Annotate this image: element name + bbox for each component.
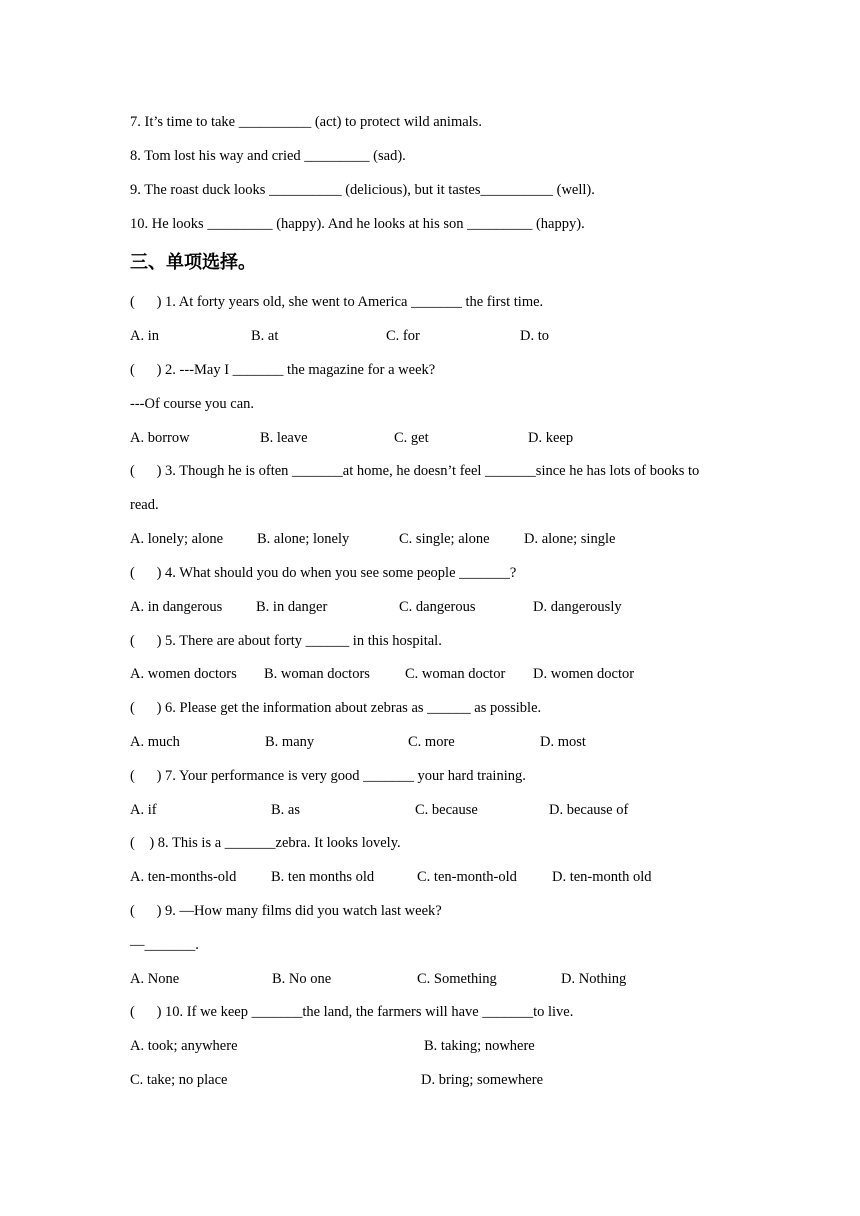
question-6-option-c: C. more (408, 734, 455, 750)
question-1-stem: ( ) 1. At forty years old, she went to America _______ the first time. (130, 294, 544, 310)
question-3-option-d: D. alone; single (524, 531, 616, 547)
question-8-option-d: D. ten-month old (552, 869, 652, 885)
fill-in-item-9: 9. The roast duck looks __________ (delicious), but it tastes__________ (well). (130, 182, 595, 198)
question-2-option-a: A. borrow (130, 430, 190, 446)
question-3-option-b: B. alone; lonely (257, 531, 350, 547)
fill-in-item-8: 8. Tom lost his way and cried _________ (sad). (130, 148, 406, 164)
question-2-stem-cont: ---Of course you can. (130, 396, 255, 412)
question-2-stem: ( ) 2. ---May I _______ the magazine for a week? (130, 362, 436, 378)
question-10-stem: ( ) 10. If we keep _______the land, the farmers will have _______to live. (130, 1004, 574, 1020)
question-4-option-a: A. in dangerous (130, 599, 223, 615)
question-2-option-c: C. get (394, 430, 429, 446)
question-1-option-c: C. for (386, 328, 420, 344)
question-7-stem: ( ) 7. Your performance is very good _______ your hard training. (130, 768, 526, 784)
question-7-option-b: B. as (271, 802, 300, 818)
question-2-option-b: B. leave (260, 430, 308, 446)
section-title: 三、单项选择。 (130, 252, 256, 273)
question-6-option-b: B. many (265, 734, 315, 750)
question-9-option-a: A. None (130, 971, 180, 987)
question-8-option-b: B. ten months old (271, 869, 375, 885)
question-8-option-a: A. ten-months-old (130, 869, 237, 885)
question-5-option-d: D. women doctor (533, 666, 635, 682)
question-1-option-d: D. to (520, 328, 549, 344)
question-1-option-a: A. in (130, 328, 159, 344)
question-10-option-a: A. took; anywhere (130, 1038, 238, 1054)
question-4-option-d: D. dangerously (533, 599, 622, 615)
question-7-option-d: D. because of (549, 802, 629, 818)
question-9-option-d: D. Nothing (561, 971, 627, 987)
question-4-stem: ( ) 4. What should you do when you see some people _______? (130, 565, 517, 581)
question-4-option-b: B. in danger (256, 599, 328, 615)
question-6-option-a: A. much (130, 734, 180, 750)
question-7-option-c: C. because (415, 802, 478, 818)
fill-in-item-7: 7. It’s time to take __________ (act) to protect wild animals. (130, 114, 482, 130)
question-3-stem-cont: read. (130, 497, 159, 513)
question-9-stem-cont: —_______. (130, 937, 199, 953)
question-3-stem: ( ) 3. Though he is often _______at home, he doesn’t feel _______since he has lots of books to (130, 463, 700, 479)
question-10-option-c: C. take; no place (130, 1072, 228, 1088)
question-8-option-c: C. ten-month-old (417, 869, 517, 885)
question-9-option-b: B. No one (272, 971, 332, 987)
question-3-option-c: C. single; alone (399, 531, 490, 547)
question-6-option-d: D. most (540, 734, 586, 750)
question-10-option-b: B. taking; nowhere (424, 1038, 535, 1054)
question-5-option-b: B. woman doctors (264, 666, 370, 682)
question-6-stem: ( ) 6. Please get the information about zebras as ______ as possible. (130, 700, 542, 716)
question-2-option-d: D. keep (528, 430, 574, 446)
question-5-option-a: A. women doctors (130, 666, 237, 682)
question-4-option-c: C. dangerous (399, 599, 476, 615)
fill-in-item-10: 10. He looks _________ (happy). And he looks at his son _________ (happy). (130, 216, 585, 232)
question-3-option-a: A. lonely; alone (130, 531, 224, 547)
question-7-option-a: A. if (130, 802, 157, 818)
question-1-option-b: B. at (251, 328, 279, 344)
question-9-stem: ( ) 9. —How many films did you watch last week? (130, 903, 442, 919)
question-5-option-c: C. woman doctor (405, 666, 506, 682)
question-9-option-c: C. Something (417, 971, 497, 987)
question-8-stem: ( ) 8. This is a _______zebra. It looks lovely. (130, 835, 401, 851)
question-5-stem: ( ) 5. There are about forty ______ in this hospital. (130, 633, 442, 649)
question-10-option-d: D. bring; somewhere (421, 1072, 544, 1088)
